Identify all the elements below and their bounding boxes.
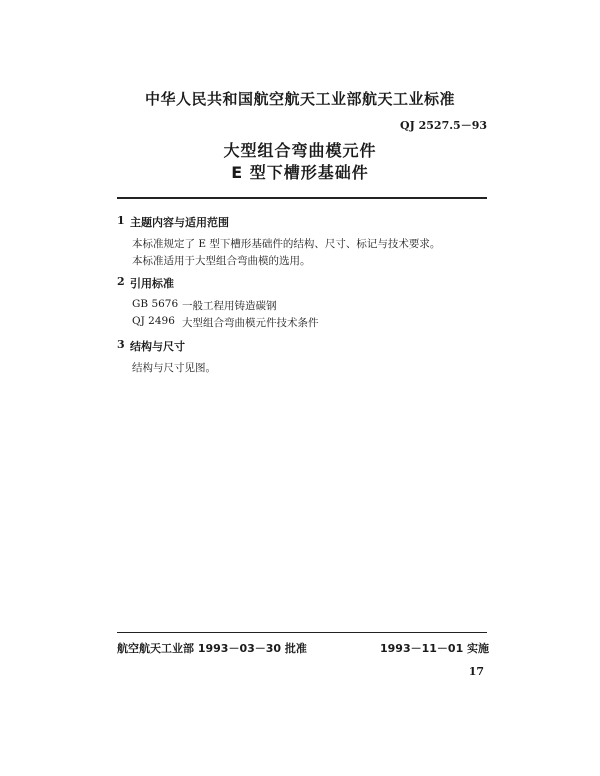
reference-1-name: 一般工程用铸造碳钢 xyxy=(182,300,277,312)
section-1-paragraph-2: 本标准适用于大型组合弯曲模的选用。 xyxy=(132,255,311,267)
top-divider-rule xyxy=(117,197,487,199)
reference-2-name: 大型组合弯曲模元件技术条件 xyxy=(182,317,319,329)
section-3-paragraph-1: 结构与尺寸见图。 xyxy=(132,362,216,374)
section-1-title: 主题内容与适用范围 xyxy=(130,216,229,229)
section-3-title: 结构与尺寸 xyxy=(130,340,185,353)
section-2-number: 2 xyxy=(117,275,125,288)
section-2-title: 引用标准 xyxy=(130,277,174,290)
issuing-authority-header: 中华人民共和国航空航天工业部航天工业标准 xyxy=(144,90,455,108)
section-1-number: 1 xyxy=(117,214,125,227)
section-3-number: 3 xyxy=(117,338,125,351)
bottom-divider-rule xyxy=(117,632,487,633)
section-1-paragraph-1: 本标准规定了 E 型下槽形基础件的结构、尺寸、标记与技术要求。 xyxy=(132,238,441,250)
reference-2-code: QJ 2496 xyxy=(132,315,175,327)
document-title-line-1: 大型组合弯曲模元件 xyxy=(223,141,377,160)
standard-number: QJ 2527.5－93 xyxy=(400,119,488,132)
implementation-date: 1993－11－01 实施 xyxy=(380,642,490,655)
page-number: 17 xyxy=(468,665,484,678)
approval-date: 航空航天工业部 1993－03－30 批准 xyxy=(117,642,307,655)
document-title-line-2: E 型下槽形基础件 xyxy=(231,163,369,182)
reference-1-code: GB 5676 xyxy=(132,298,179,310)
